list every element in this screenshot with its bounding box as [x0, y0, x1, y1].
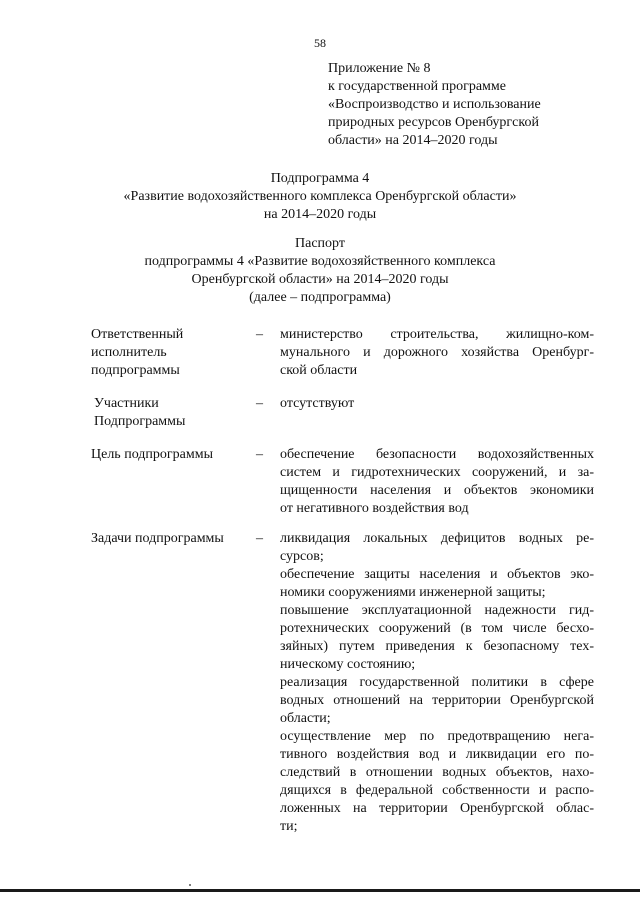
page-number: 58 [314, 36, 326, 50]
subprogram-heading-line: «Развитие водохозяйственного комплекса Оренбургской области» [123, 189, 517, 204]
appendix-line: «Воспроизводство и использование [328, 97, 541, 112]
appendix-line: Приложение № 8 [328, 61, 431, 76]
value-line: зяйных) путем приведения к безопасному тех- [280, 639, 594, 654]
label-line: исполнитель [91, 345, 167, 360]
value-line: номики сооружениями инженерной защиты; [280, 585, 546, 600]
passport-heading [0, 235, 640, 307]
value-line: ти; [280, 819, 298, 834]
passport-row-label [91, 446, 241, 464]
value-line: следствий в отношении водных объектов, нахо- [280, 765, 594, 780]
label-line: Участники [94, 396, 159, 411]
passport-heading-line: подпрограммы 4 «Развитие водохозяйственного комплекса [144, 254, 496, 269]
value-line: области; [280, 711, 331, 726]
dash-separator: – [256, 327, 263, 342]
value-line: водных отношений на территории Оренбургской [280, 693, 594, 708]
value-line: от негативного воздействия вод [280, 501, 469, 516]
passport-row-label [91, 395, 244, 431]
appendix-line: области» на 2014–2020 годы [328, 133, 498, 148]
value-line: дящихся в федеральной собственности и распо- [280, 783, 594, 798]
value-line: систем и гидротехнических сооружений, и за- [280, 465, 594, 480]
value-line: отсутствуют [280, 396, 355, 411]
label-line: Цель подпрограммы [91, 447, 213, 462]
value-line: щищенности населения и объектов экономики [280, 483, 594, 498]
label-line: Подпрограммы [94, 414, 186, 429]
passport-heading-line: Паспорт [295, 236, 345, 251]
scan-artifact [189, 884, 191, 886]
subprogram-heading-line: на 2014–2020 годы [263, 207, 377, 222]
value-line: ложенных на территории Оренбургской облас- [280, 801, 594, 816]
passport-row-label [91, 530, 241, 548]
value-line: повышение эксплуатационной надежности гид- [280, 603, 594, 618]
page-bottom-rule [0, 889, 640, 892]
passport-row-value [280, 446, 594, 518]
value-line: сурсов; [280, 549, 324, 564]
passport-row-value [280, 530, 594, 836]
dash-separator: – [256, 447, 263, 462]
value-line: реализация государственной политики в сфере [280, 675, 594, 690]
subprogram-heading [0, 170, 640, 224]
appendix-line: к государственной программе [328, 79, 506, 94]
appendix-note [328, 60, 541, 150]
passport-row-value [280, 395, 594, 413]
value-line: ротехнических сооружений (в том числе бесхо- [280, 621, 594, 636]
value-line: мунального и дорожного хозяйства Оренбург- [280, 345, 594, 360]
value-line: ликвидация локальных дефицитов водных ре- [280, 531, 594, 546]
value-line: обеспечение защиты населения и объектов эко- [280, 567, 594, 582]
passport-row-value [280, 326, 594, 380]
value-line: министерство строительства, жилищно-ком- [280, 327, 594, 342]
appendix-line: природных ресурсов Оренбургской [328, 115, 539, 130]
label-line: подпрограммы [91, 363, 180, 378]
value-line: обеспечение безопасности водохозяйственных [280, 447, 594, 462]
value-line: ской области [280, 363, 358, 378]
passport-row-label [91, 326, 241, 380]
label-line: Задачи подпрограммы [91, 531, 224, 546]
dash-separator: – [256, 531, 263, 546]
dash-separator: – [256, 396, 263, 411]
label-line: Ответственный [91, 327, 184, 342]
value-line: тивного воздействия вод и ликвидации его по- [280, 747, 594, 762]
passport-heading-line: (далее – подпрограмма) [249, 290, 391, 305]
value-line: ническому состоянию; [280, 657, 416, 672]
value-line: осуществление мер по предотвращению нега- [280, 729, 594, 744]
passport-heading-line: Оренбургской области» на 2014–2020 годы [191, 272, 449, 287]
subprogram-heading-line: Подпрограмма 4 [270, 171, 370, 186]
